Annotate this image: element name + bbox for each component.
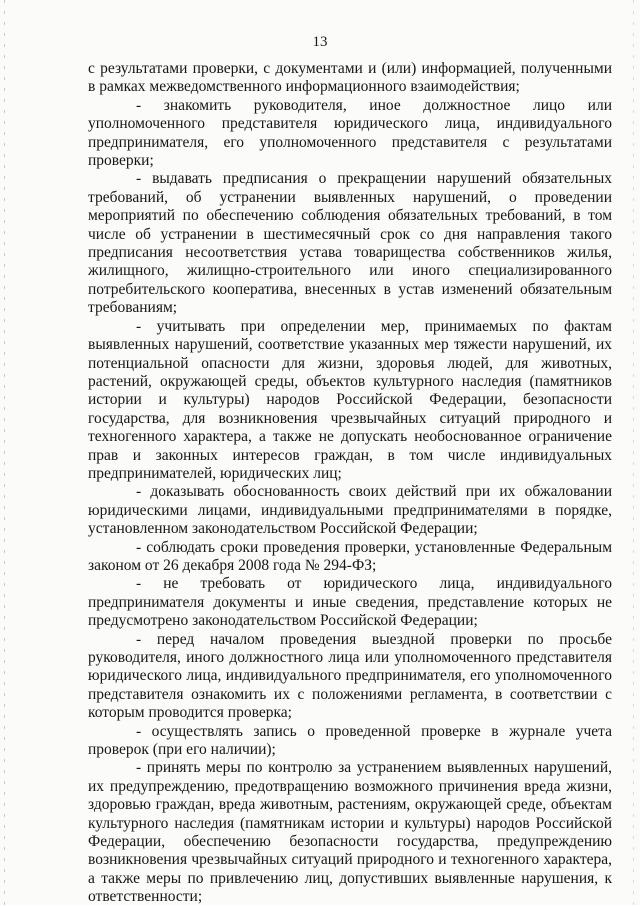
list-item: - доказывать обоснованность своих действий при их обжаловании юридическими лицами, индивидуальными предпринимателями в порядке, установленном законодательством Российской Федерации;	[88, 483, 612, 538]
page-number: 13	[312, 34, 328, 50]
document-body	[88, 60, 612, 907]
list-item: - перед началом проведения выездной проверки по просьбе руководителя, иного должностного лица или уполномоченного представителя юридического лица, индивидуального предпринимателя, его уполномоченного представителя ознакомить их с положениями регламента, в соответствии с которым проводится проверка;	[88, 630, 612, 722]
list-item: - учитывать при определении мер, принимаемых по фактам выявленных нарушений, соответствие указанных мер тяжести нарушений, их потенциальной опасности для жизни, здоровья людей, для животных, растений, окружающей среды, объектов культурного наследия (памятников истории и культуры) народов Российской Федерации, безопасности государства, для возникновения чрезвычайных ситуаций природного и техногенного характера, а также не допускать необоснованное ограничение прав и законных интересов граждан, в том числе индивидуальных предпринимателей, юридических лиц;	[88, 317, 612, 482]
list-item: - осуществлять запись о проведенной проверке в журнале учета проверок (при его наличии);	[88, 722, 612, 759]
scan-edge-right	[633, 0, 634, 905]
list-item: - не требовать от юридического лица, индивидуального предпринимателя документы и иные сведения, представление которых не предусмотрено законодательством Российской Федерации;	[88, 575, 612, 630]
list-item: - выдавать предписания о прекращении нарушений обязательных требований, об устранении выявленных нарушений, о проведении мероприятий по обеспечению соблюдения обязательных требований, в том числе об устранении в шестимесячный срок со дня направления такого предписания несоответствия устава товарищества собственников жилья, жилищного, жилищно-строительного или иного специализированного потребительского кооператива, внесенных в устав изменений обязательным требованиям;	[88, 170, 612, 317]
list-item: - соблюдать сроки проведения проверки, установленные Федеральным законом от 26 декабря 2008 года № 294-ФЗ;	[88, 538, 612, 574]
scan-edge-left	[4, 0, 5, 905]
list-item: - принять меры по контролю за устранением выявленных нарушений, их предупреждению, предотвращению возможного причинения вреда жизни, здоровью граждан, вреда животным, растениям, окружающей среде, объектам культурного наследия (памятникам истории и культуры) народов Российской Федерации, обеспечению безопасности государства, предупреждению возникновения чрезвычайных ситуаций природного и техногенного характера, а также меры по привлечению лиц, допустивших выявленные нарушения, к ответственности;	[88, 759, 612, 906]
paragraph-continuation: с результатами проверки, с документами и (или) информацией, полученными в рамках межведомственного информационного взаимодействия;	[88, 60, 612, 96]
list-item: - знакомить руководителя, иное должностное лицо или уполномоченного представителя юридического лица, индивидуального предпринимателя, его уполномоченного представителя с результатами проверки;	[88, 96, 612, 170]
